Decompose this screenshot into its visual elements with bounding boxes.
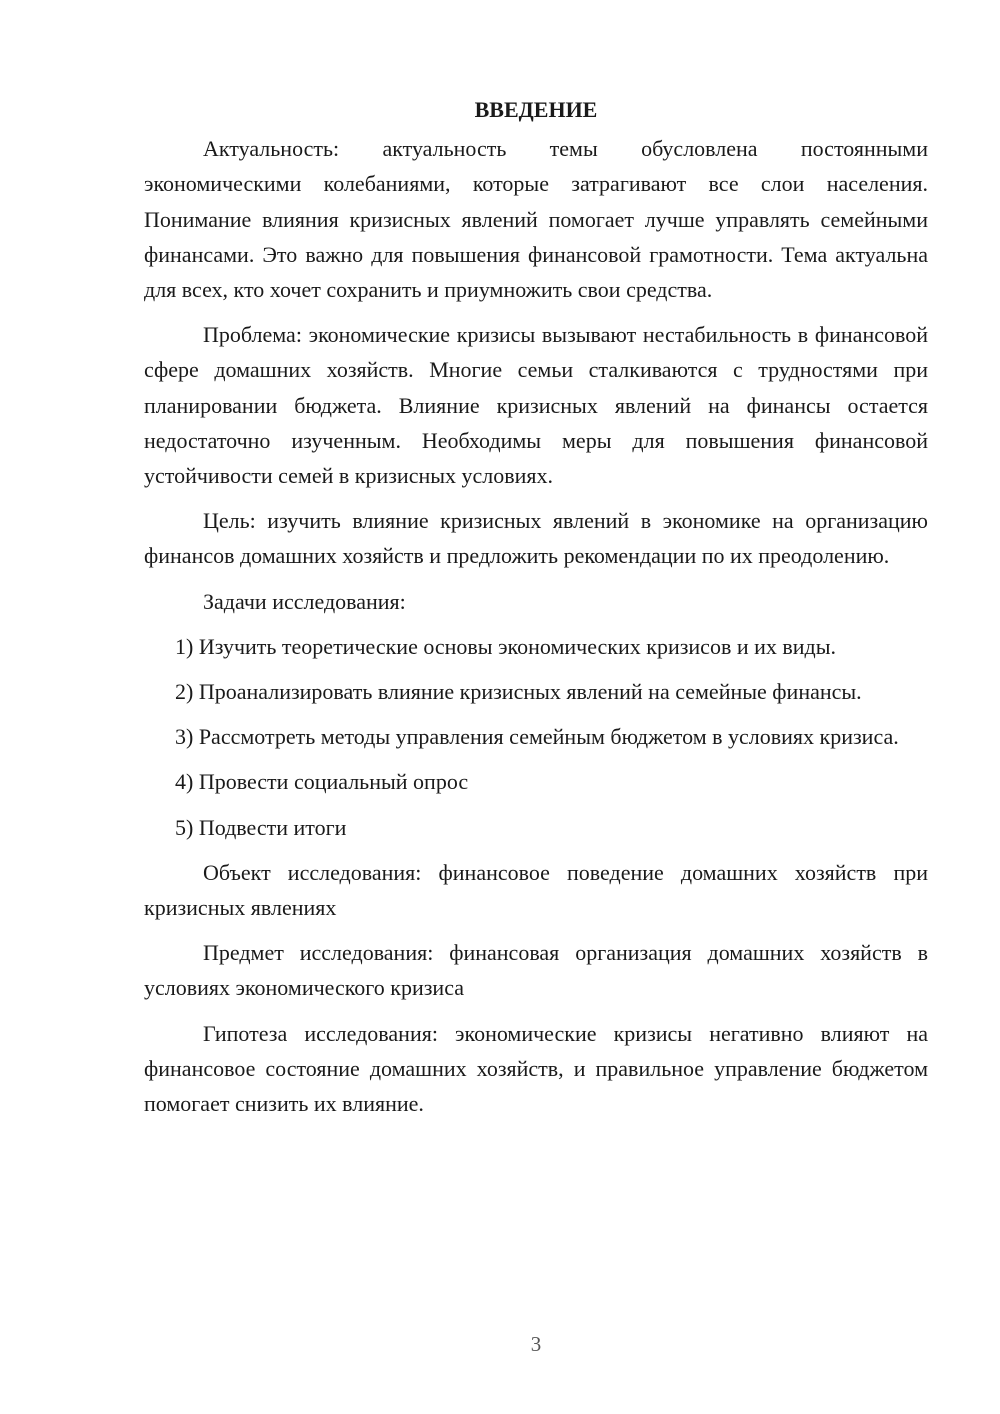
object-paragraph: Объект исследования: финансовое поведение домашних хозяйств при кризисных явлениях	[144, 859, 928, 921]
document-page	[144, 92, 928, 1131]
tasks-heading: Задачи исследования:	[203, 588, 406, 614]
page-title: ВВЕДЕНИЕ	[474, 97, 598, 122]
hypothesis-paragraph: Гипотеза исследования: экономические кризисы негативно влияют на финансовое состояние домашних хозяйств, и правильное управление бюджетом помогает снизить их влияние.	[144, 1020, 928, 1117]
task-item-2: 2) Проанализировать влияние кризисных явлений на семейные финансы.	[175, 679, 862, 705]
task-item-1: 1) Изучить теоретические основы экономических кризисов и их виды.	[175, 633, 837, 659]
task-item-5: 5) Подвести итоги	[175, 814, 347, 840]
page-number: 3	[530, 1332, 542, 1356]
subject-paragraph: Предмет исследования: финансовая организация домашних хозяйств в условиях экономического кризиса	[144, 940, 928, 1001]
task-item-3: 3) Рассмотреть методы управления семейным бюджетом в условиях кризиса.	[175, 724, 899, 750]
relevance-paragraph: Актуальность: актуальность темы обусловлена постоянными экономическими колебаниями, которые затрагивают все слои населения. Понимание влияния кризисных явлений помогает лучше управлять семейными финансами. Это важно для повышения финансовой грамотности. Тема актуальна для всех, кто хочет сохранить и приумножить свои средства.	[144, 136, 928, 303]
task-item-4: 4) Провести социальный опрос	[175, 769, 469, 795]
problem-paragraph: Проблема: экономические кризисы вызывают нестабильность в финансовой сфере домашних хозяйств. Многие семьи сталкиваются с трудностями при планировании бюджета. Влияние кризисных явлений на финансы остается недостаточно изученным. Необходимы меры для повышения финансовой устойчивости семей в кризисных условиях.	[144, 322, 928, 489]
goal-paragraph: Цель: изучить влияние кризисных явлений в экономике на организацию финансов домашних хозяйств и предложить рекомендации по их преодолению.	[144, 508, 928, 569]
